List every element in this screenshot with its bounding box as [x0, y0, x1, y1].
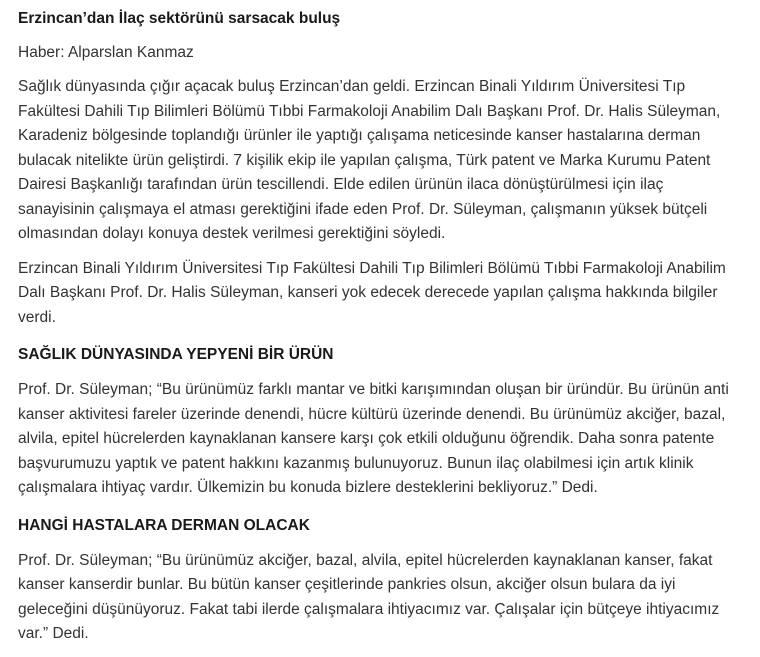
- section-paragraph-diseases: Prof. Dr. Süleyman; “Bu ürünümüz akciğer, bazal, alvila, epitel hücrelerden kaynaklanan kanser, fakat kanser kanserdir bunlar. Bu bütün kanser çeşitlerinde pankries olsun, akciğer olsun bulara da iyi geleceğini düşünüyoruz. Fakat tabi ilerde çalışmalara ihtiyacımız var. Çalışalar için bütçeye ihtiyacımız var.” Dedi.: [18, 551, 720, 642]
- article-paragraph-summary: Erzincan Binali Yıldırım Üniversitesi Tıp Fakültesi Dahili Tıp Bilimleri Bölümü Tıbbi Farmakoloji Anabilim Dalı Başkanı Prof. Dr. Halis Süleyman, kanseri yok edecek derecede yapılan çalışma hakkında bilgiler verdi.: [18, 259, 726, 326]
- article-title: Erzincan’dan İlaç sektörünü sarsacak buluş: [18, 10, 341, 27]
- article-paragraph-intro: Sağlık dünyasında çığır açacak buluş Erzincan’dan geldi. Erzincan Binali Yıldırım Üniversitesi Tıp Fakültesi Dahili Tıp Bilimleri Bölümü Tıbbi Farmakoloji Anabilim Dalı Başkanı Prof. Dr. Halis Süleyman, Karadeniz bölgesinde toplandığı ürünler ile yaptığı çalışama neticesinde kanser hastalarına derman bulacak nitelikte ürün geliştirdi. 7 kişilik ekip ile yapılan çalışma, Türk patent ve Marka Kurumu Patent Dairesi Başkanlığı tarafından ürün tescillendi. Elde edilen ürünün ilaca dönüştürülmesi için ilaç sanayisinin çalışmaya el atması gerektiğini ifade eden Prof. Dr. Süleyman, çalışmanın yüksek bütçeli olmasından dolayı konuya destek verilmesi gerektiğini söyledi.: [18, 78, 721, 242]
- section-paragraph-new-product: Prof. Dr. Süleyman; “Bu ürünümüz farklı mantar ve bitki karışımından oluşan bir üründür. Bu ürünün anti kanser aktivitesi fareler üzerinde denendi, hücre kültürü üzerinde denendi. Bu ürünümüz akciğer, bazal, alvila, epitel hücrelerden kaynaklanan kansere karşı çok etkili olduğunu öğrendik. Daha sonra patente başvurumuzu yaptık ve patent hakkını kazanmış bulunuyoruz. Bunun ilaç olabilmesi için artık klinik çalışmalara ihtiyaç vardır. Ülkemizin bu konuda bizlere desteklerini bekliyoruz.” Dedi.: [18, 381, 729, 496]
- section-heading-new-product: SAĞLIK DÜNYASINDA YEPYENİ BİR ÜRÜN: [18, 346, 334, 363]
- section-heading-diseases: HANGİ HASTALARA DERMAN OLACAK: [18, 516, 310, 534]
- article-byline: Haber: Alparslan Kanmaz: [18, 44, 194, 61]
